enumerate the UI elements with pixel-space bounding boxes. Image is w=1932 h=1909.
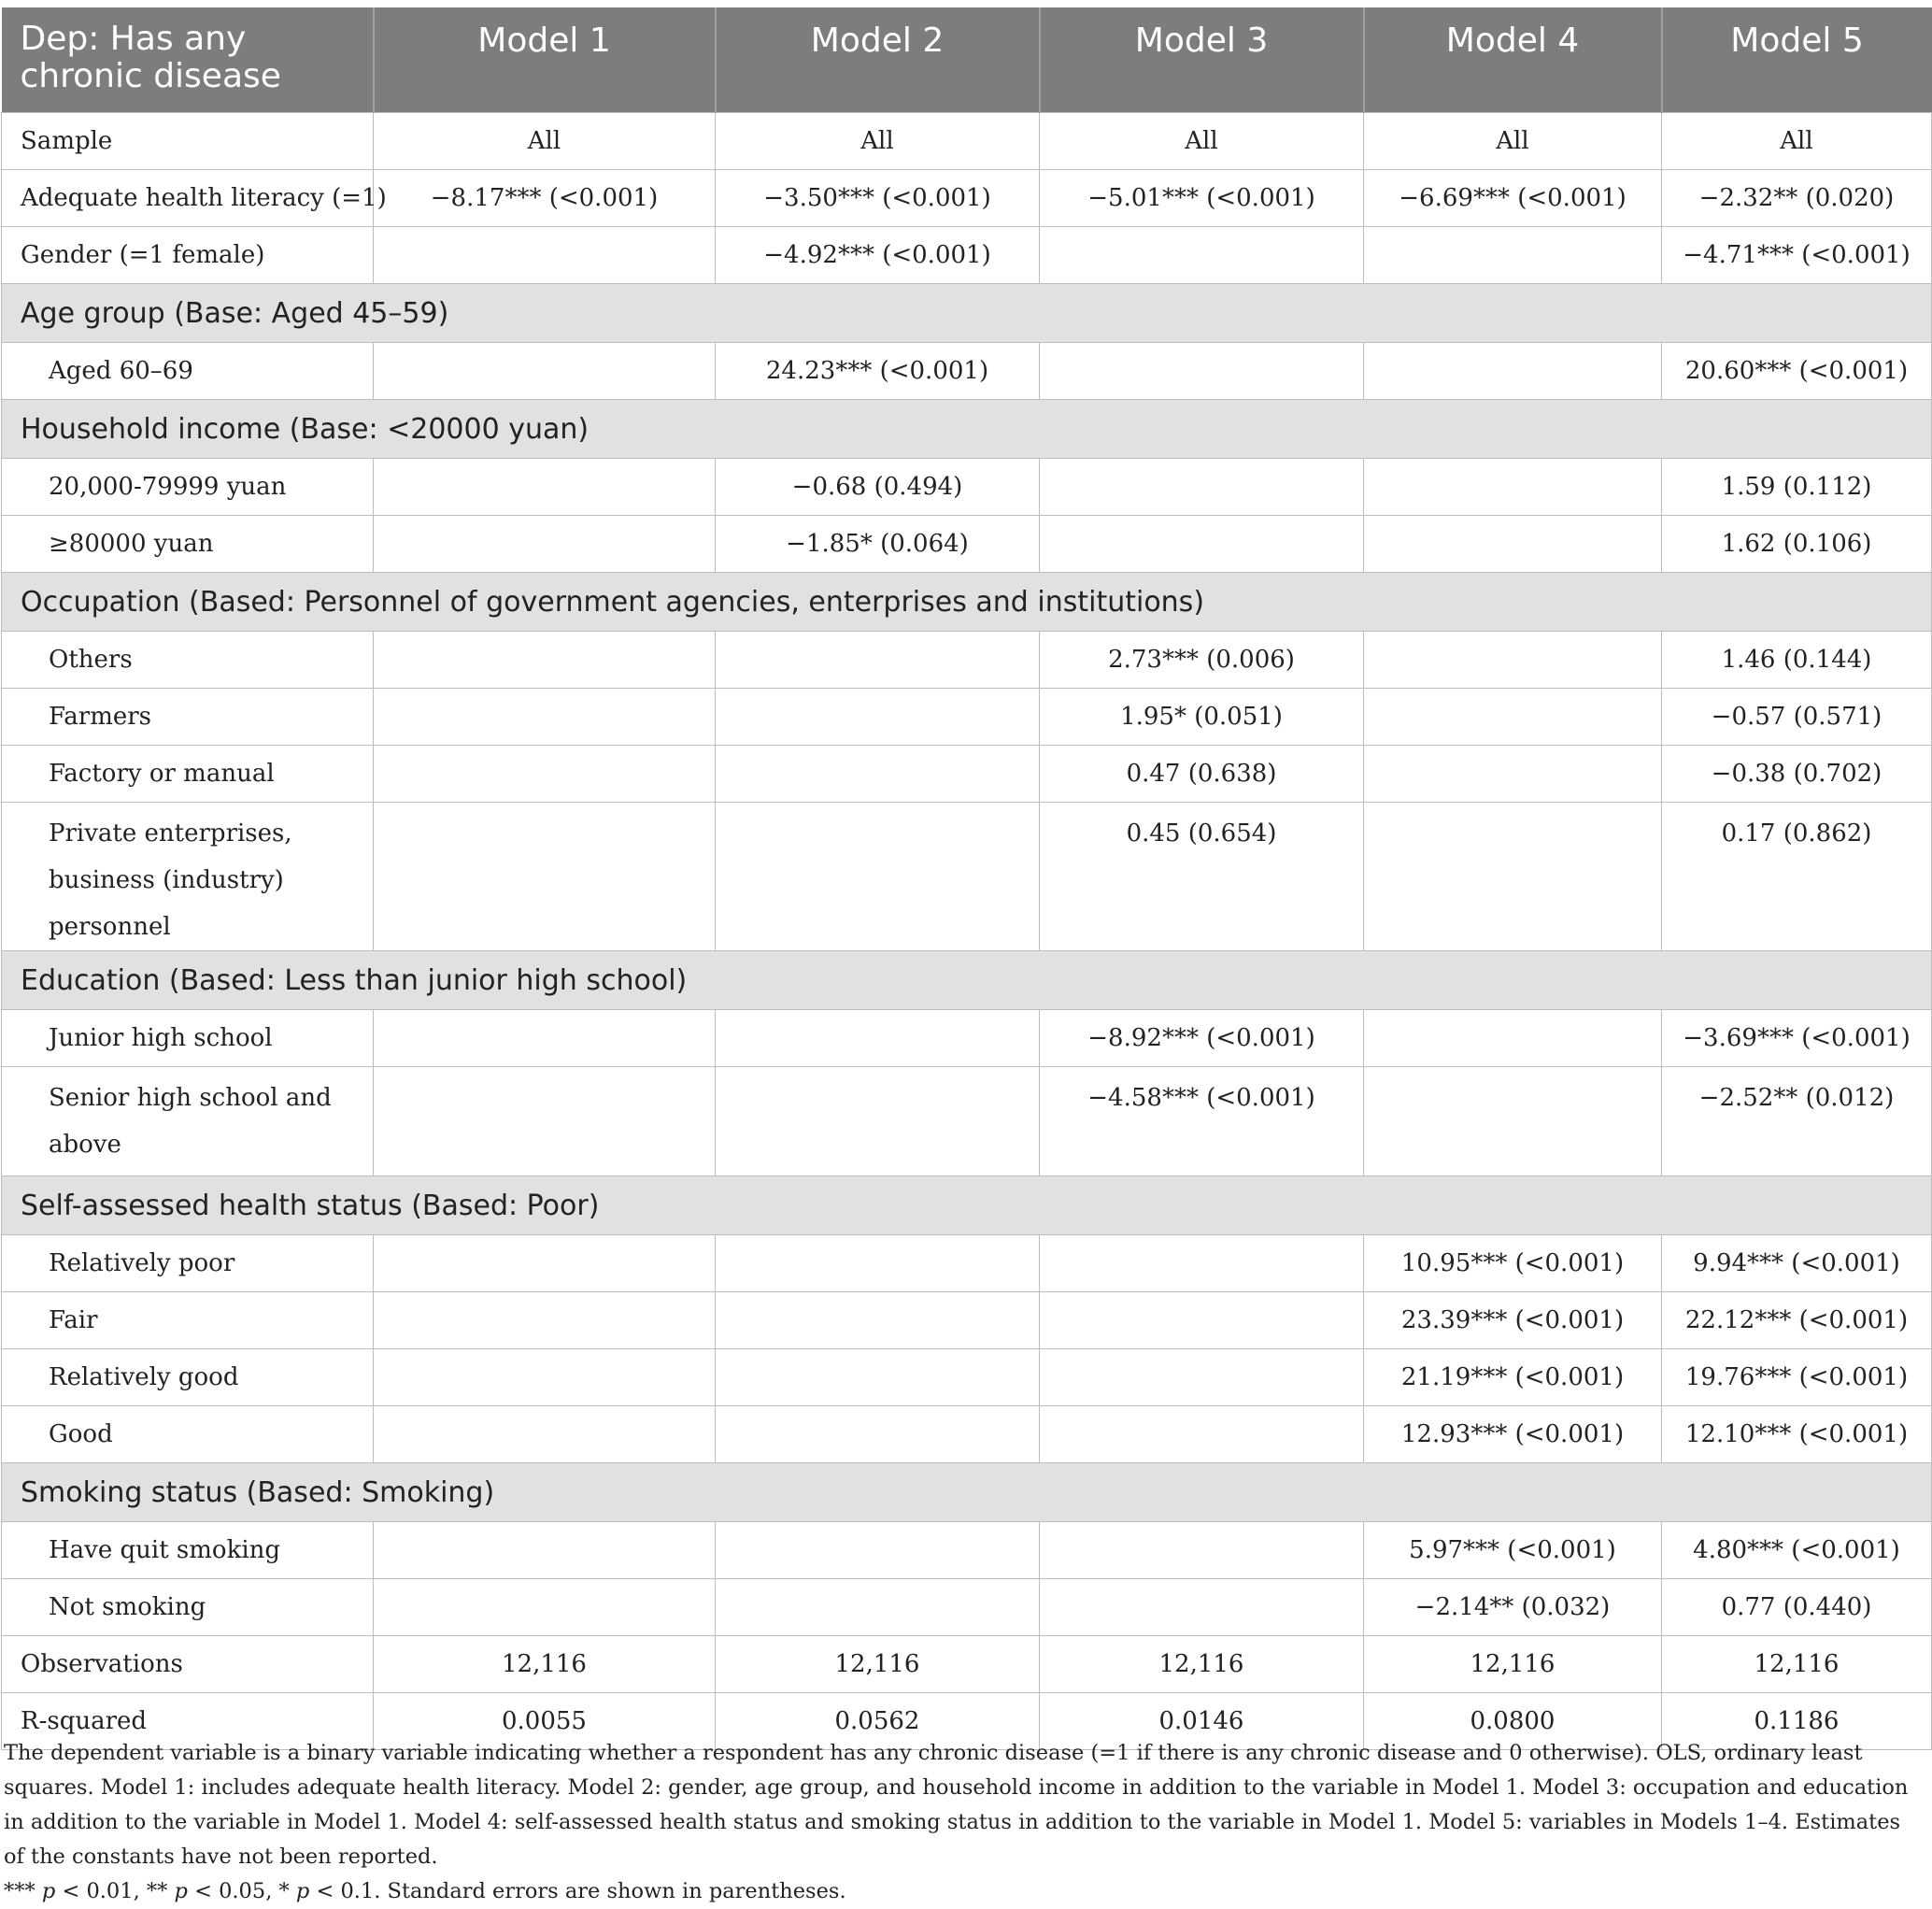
table-cell: [716, 689, 1040, 746]
table-row: [2, 459, 1932, 516]
table-row: [2, 803, 1932, 951]
row-label: Gender (=1 female): [2, 227, 374, 284]
section-header-row: [2, 1463, 1932, 1522]
table-cell: 21.19*** (<0.001): [1364, 1349, 1662, 1406]
table-cell: 0.0055: [374, 1693, 716, 1750]
table-cell: [716, 1349, 1040, 1406]
table-row: [2, 1579, 1932, 1636]
table-cell: [716, 1522, 1040, 1579]
table-cell: −2.32** (0.020): [1662, 170, 1932, 227]
table-cell: 1.46 (0.144): [1662, 632, 1932, 689]
row-label: Junior high school: [2, 1010, 374, 1067]
section-header: Household income (Base: <20000 yuan): [2, 400, 1932, 459]
row-label: Others: [2, 632, 374, 689]
table-cell: [1364, 746, 1662, 803]
table-row: [2, 227, 1932, 284]
table-footnote: [4, 1736, 1919, 1909]
table-cell: [1040, 227, 1364, 284]
row-label: Observations: [2, 1636, 374, 1693]
section-header: Self-assessed health status (Based: Poor): [2, 1176, 1932, 1235]
table-cell: [1364, 343, 1662, 400]
table-cell: 12.93*** (<0.001): [1364, 1406, 1662, 1463]
table-cell: All: [1364, 113, 1662, 170]
table-cell: [716, 1235, 1040, 1292]
section-header-row: [2, 951, 1932, 1010]
table-cell: −2.14** (0.032): [1364, 1579, 1662, 1636]
table-cell: 12,116: [716, 1636, 1040, 1693]
row-label: Adequate health literacy (=1): [2, 170, 374, 227]
row-label: ≥80000 yuan: [2, 516, 374, 573]
table-cell: 4.80*** (<0.001): [1662, 1522, 1932, 1579]
table-cell: −0.68 (0.494): [716, 459, 1040, 516]
table-cell: [1040, 516, 1364, 573]
table-cell: [716, 1292, 1040, 1349]
row-label: R-squared: [2, 1693, 374, 1750]
table-cell: All: [1662, 113, 1932, 170]
table-cell: [1364, 459, 1662, 516]
section-header: Age group (Base: Aged 45–59): [2, 284, 1932, 343]
row-label: Not smoking: [2, 1579, 374, 1636]
dependent-variable-header: Dep: Has any chronic disease: [2, 7, 374, 113]
table-cell: 0.1186: [1662, 1693, 1932, 1750]
table-cell: [374, 746, 716, 803]
table-row: [2, 1067, 1932, 1176]
table-cell: [374, 689, 716, 746]
footnote-significance: *** p < 0.01, ** p < 0.05, * p < 0.1. Standard errors are shown in parentheses.: [4, 1879, 846, 1903]
table-cell: −4.92*** (<0.001): [716, 227, 1040, 284]
table-cell: [1040, 1406, 1364, 1463]
table-cell: All: [716, 113, 1040, 170]
table-cell: All: [374, 113, 716, 170]
section-header-row: [2, 573, 1932, 632]
table-cell: 0.77 (0.440): [1662, 1579, 1932, 1636]
table-cell: [716, 746, 1040, 803]
model-1-header: Model 1: [374, 7, 716, 113]
table-cell: 22.12*** (<0.001): [1662, 1292, 1932, 1349]
row-label: Sample: [2, 113, 374, 170]
table-cell: [1364, 689, 1662, 746]
row-label: Relatively poor: [2, 1235, 374, 1292]
section-header-row: [2, 1176, 1932, 1235]
table-cell: 12,116: [1662, 1636, 1932, 1693]
table-row: [2, 1010, 1932, 1067]
section-header-row: [2, 400, 1932, 459]
table-cell: 12,116: [1040, 1636, 1364, 1693]
section-header: Occupation (Based: Personnel of government agencies, enterprises and institutions): [2, 573, 1932, 632]
model-2-header: Model 2: [716, 7, 1040, 113]
table-cell: [716, 1579, 1040, 1636]
model-5-header: Model 5: [1662, 7, 1932, 113]
table-cell: 1.62 (0.106): [1662, 516, 1932, 573]
table-cell: [374, 1067, 716, 1176]
table-cell: −2.52** (0.012): [1662, 1067, 1932, 1176]
table-cell: [1364, 803, 1662, 951]
row-label: Relatively good: [2, 1349, 374, 1406]
table-row: [2, 632, 1932, 689]
model-4-header: Model 4: [1364, 7, 1662, 113]
table-cell: −3.69*** (<0.001): [1662, 1010, 1932, 1067]
section-header: Education (Based: Less than junior high school): [2, 951, 1932, 1010]
table-cell: 9.94*** (<0.001): [1662, 1235, 1932, 1292]
table-row: [2, 1235, 1932, 1292]
table-cell: 0.17 (0.862): [1662, 803, 1932, 951]
table-cell: [1364, 1010, 1662, 1067]
table-cell: 12,116: [374, 1636, 716, 1693]
table-cell: [1364, 227, 1662, 284]
table-cell: 0.47 (0.638): [1040, 746, 1364, 803]
table-cell: [374, 1010, 716, 1067]
table-cell: [1364, 1067, 1662, 1176]
table-cell: [374, 1235, 716, 1292]
table-cell: 12.10*** (<0.001): [1662, 1406, 1932, 1463]
row-label: 20,000-79999 yuan: [2, 459, 374, 516]
table-row: [2, 1349, 1932, 1406]
section-header: Smoking status (Based: Smoking): [2, 1463, 1932, 1522]
table-cell: 0.0562: [716, 1693, 1040, 1750]
table-cell: [1364, 632, 1662, 689]
table-cell: [1040, 1292, 1364, 1349]
row-label: Farmers: [2, 689, 374, 746]
table-row: [2, 746, 1932, 803]
table-cell: [374, 1579, 716, 1636]
row-label: Aged 60–69: [2, 343, 374, 400]
table-cell: −1.85* (0.064): [716, 516, 1040, 573]
table-cell: [1364, 516, 1662, 573]
table-cell: 19.76*** (<0.001): [1662, 1349, 1932, 1406]
section-header-row: [2, 284, 1932, 343]
table-row: [2, 689, 1932, 746]
table-cell: 10.95*** (<0.001): [1364, 1235, 1662, 1292]
table-cell: −4.58*** (<0.001): [1040, 1067, 1364, 1176]
table-row: [2, 343, 1932, 400]
table-cell: −5.01*** (<0.001): [1040, 170, 1364, 227]
table-cell: [1040, 1349, 1364, 1406]
regression-table: [1, 7, 1932, 1750]
table-cell: 20.60*** (<0.001): [1662, 343, 1932, 400]
table-cell: 2.73*** (0.006): [1040, 632, 1364, 689]
table-row: [2, 1636, 1932, 1693]
table-cell: [374, 632, 716, 689]
table-row: [2, 516, 1932, 573]
table-cell: −6.69*** (<0.001): [1364, 170, 1662, 227]
table-row: [2, 1292, 1932, 1349]
table-cell: [1040, 1235, 1364, 1292]
table-cell: [716, 1067, 1040, 1176]
table-cell: [716, 803, 1040, 951]
table-row: [2, 113, 1932, 170]
row-label: Factory or manual: [2, 746, 374, 803]
table-cell: −4.71*** (<0.001): [1662, 227, 1932, 284]
table-cell: 24.23*** (<0.001): [716, 343, 1040, 400]
table-cell: [374, 1522, 716, 1579]
table-cell: −8.17*** (<0.001): [374, 170, 716, 227]
table-cell: [716, 1010, 1040, 1067]
table-cell: [716, 632, 1040, 689]
model-3-header: Model 3: [1040, 7, 1364, 113]
table-cell: [374, 1406, 716, 1463]
table-cell: [1040, 1579, 1364, 1636]
row-label: Senior high school and above: [2, 1067, 374, 1176]
table-cell: −0.38 (0.702): [1662, 746, 1932, 803]
table-cell: All: [1040, 113, 1364, 170]
table-cell: [374, 1292, 716, 1349]
table-cell: [1040, 459, 1364, 516]
row-label: Have quit smoking: [2, 1522, 374, 1579]
row-label: Private enterprises, business (industry) personnel: [2, 803, 374, 951]
table-cell: [374, 803, 716, 951]
table-cell: 23.39*** (<0.001): [1364, 1292, 1662, 1349]
table-cell: 0.0146: [1040, 1693, 1364, 1750]
table-cell: −3.50*** (<0.001): [716, 170, 1040, 227]
header-row: [2, 7, 1932, 113]
row-label: Good: [2, 1406, 374, 1463]
table-cell: 12,116: [1364, 1636, 1662, 1693]
table-cell: 5.97*** (<0.001): [1364, 1522, 1662, 1579]
table-cell: [716, 1406, 1040, 1463]
table-cell: [374, 1349, 716, 1406]
table-row: [2, 170, 1932, 227]
table-cell: 1.95* (0.051): [1040, 689, 1364, 746]
table-cell: [374, 516, 716, 573]
table-cell: 0.0800: [1364, 1693, 1662, 1750]
table-cell: 0.45 (0.654): [1040, 803, 1364, 951]
table-row: [2, 1406, 1932, 1463]
table-cell: [1040, 1522, 1364, 1579]
table-cell: 1.59 (0.112): [1662, 459, 1932, 516]
table-cell: −8.92*** (<0.001): [1040, 1010, 1364, 1067]
table-cell: [374, 459, 716, 516]
table-row: [2, 1522, 1932, 1579]
footnote-text: The dependent variable is a binary variable indicating whether a respondent has any chronic disease (=1 if there is any chronic disease and 0 otherwise). OLS, ordinary least squares. Model 1: includes adequate health literacy. Model 2: gender, age group, and household income in addition to the variable in Model 1. Model 3: occupation and education in addition to the variable in Model 1. Model 4: self-assessed health status and smoking status in addition to the variable in Model 1. Model 5: variables in Models 1–4. Estimates of the constants have not been reported.: [4, 1741, 1909, 1869]
row-label: Fair: [2, 1292, 374, 1349]
table-cell: [1040, 343, 1364, 400]
regression-table-container: [0, 7, 1932, 1750]
table-cell: [374, 227, 716, 284]
table-cell: [374, 343, 716, 400]
table-cell: −0.57 (0.571): [1662, 689, 1932, 746]
